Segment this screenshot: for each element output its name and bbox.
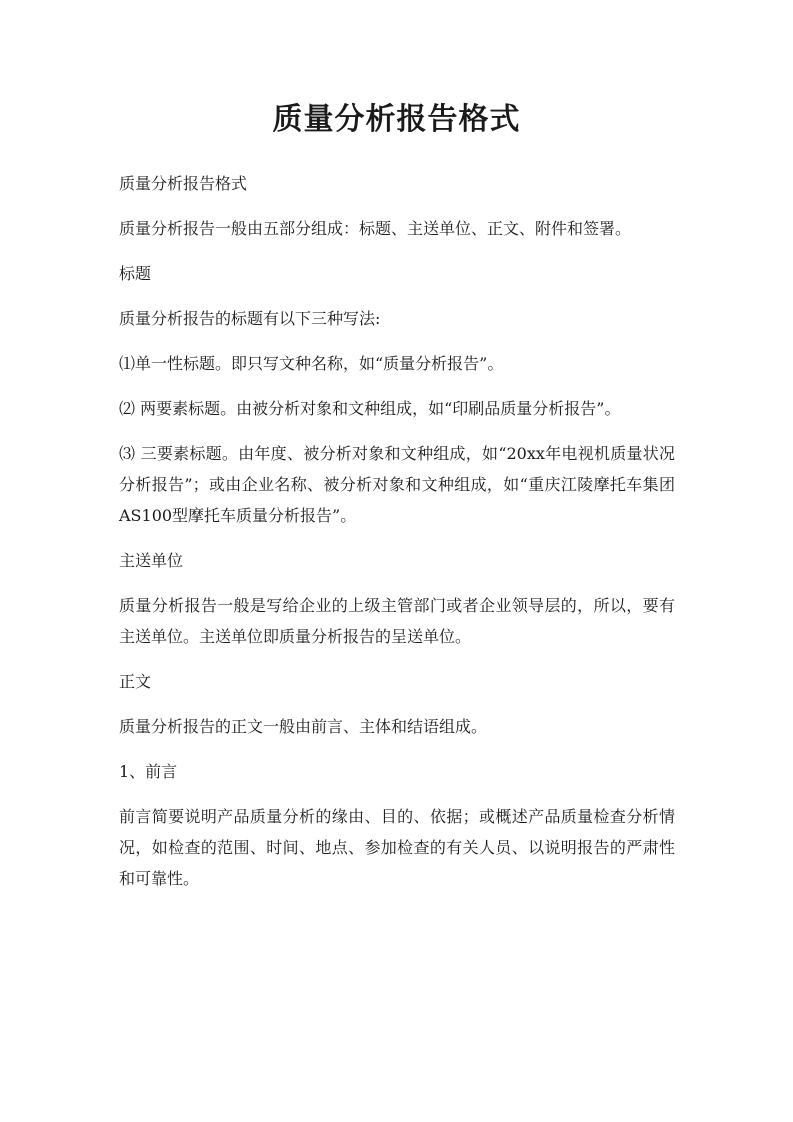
paragraph-heading-repeat: 质量分析报告格式 <box>119 174 248 193</box>
document-title: 质量分析报告格式 <box>272 102 521 137</box>
paragraph-preface: 前言简要说明产品质量分析的缘由、目的、依据；或概述产品质量检查分析情况，如检查的范围、时间、地点、参加检查的有关人员、以说明报告的严肃性和可靠性。 <box>119 807 675 888</box>
section-heading-body: 正文 <box>119 672 152 691</box>
list-item-two-element-title: ⑵ 两要素标题。由被分析对象和文种组成，如“印刷品质量分析报告”。 <box>119 399 621 418</box>
list-item-three-element-title: ⑶ 三要素标题。由年度、被分析对象和文种组成，如“20xx年电视机质量状况分析报告”；或由企业名称、被分析对象和文种组成，如“重庆江陵摩托车集团AS100型摩托车质量分析报告”。 <box>119 444 675 525</box>
subsection-heading-preface: 1、前言 <box>119 762 178 781</box>
paragraph-title-methods: 质量分析报告的标题有以下三种写法: <box>119 309 381 328</box>
document-body <box>119 168 675 908</box>
list-item-single-title: ⑴单一性标题。即只写文种名称，如“质量分析报告”。 <box>119 354 504 373</box>
paragraph-body-structure: 质量分析报告的正文一般由前言、主体和结语组成。 <box>119 717 488 736</box>
section-heading-recipient: 主送单位 <box>119 551 184 570</box>
paragraph-intro: 质量分析报告一般由五部分组成：标题、主送单位、正文、附件和签署。 <box>119 219 632 238</box>
section-heading-title: 标题 <box>119 264 152 283</box>
paragraph-recipient: 质量分析报告一般是写给企业的上级主管部门或者企业领导层的，所以，要有主送单位。主送单位即质量分析报告的呈送单位。 <box>119 596 675 646</box>
